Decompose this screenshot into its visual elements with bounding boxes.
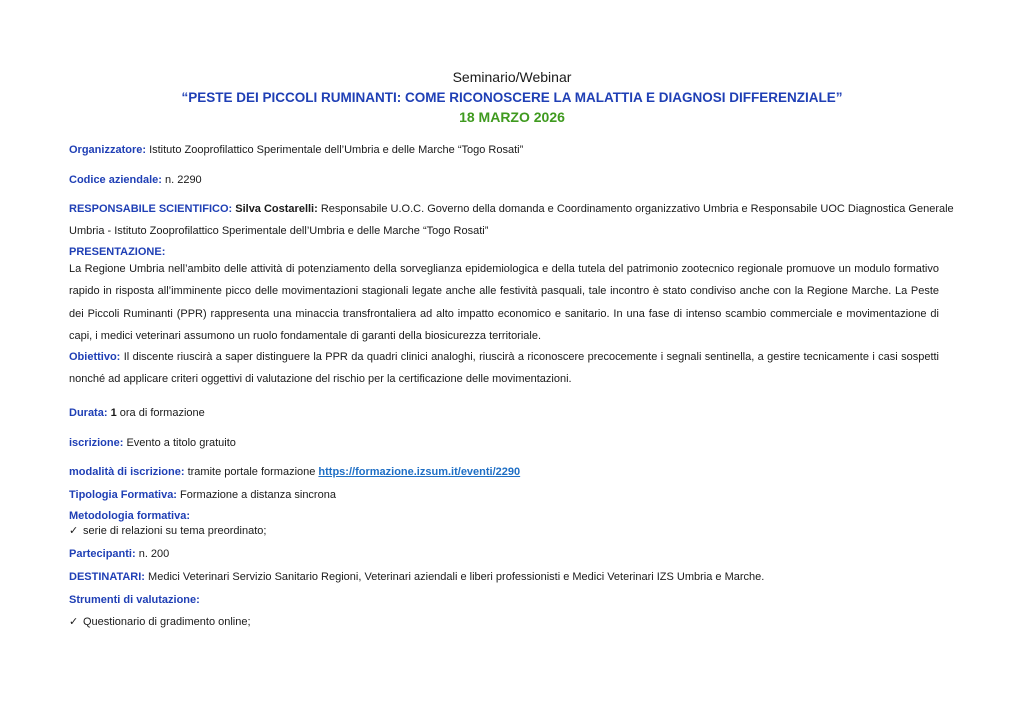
organizer-row xyxy=(69,139,939,161)
duration-row xyxy=(69,402,939,424)
methodology-item-text: serie di relazioni su tema preordinato; xyxy=(83,525,267,537)
duration-label: Durata: xyxy=(69,407,108,419)
company-code-row xyxy=(69,169,939,191)
registration-row xyxy=(69,432,939,454)
organizer-label: Organizzatore: xyxy=(69,144,147,156)
objective-block xyxy=(69,346,939,391)
participants-value: n. 200 xyxy=(135,548,170,560)
duration-number: 1 xyxy=(107,407,117,419)
recipients-label: DESTINATARI: xyxy=(69,571,145,583)
registration-link[interactable]: https://formazione.izsum.it/eventi/2290 xyxy=(318,466,521,478)
participants-row xyxy=(69,543,939,565)
scientific-lead-role-line2: Umbria - Istituto Zooprofilattico Sperimentale dell’Umbria e delle Marche “Togo Rosati” xyxy=(69,225,489,238)
presentation-text: La Regione Umbria nell’ambito delle attività di potenziamento della sorveglianza epidemiologica e della tutela del patrimonio zootecnico regionale promuove un modulo formativo rapido in risposta all’imminente picco delle movimentazioni stagionali legate anche alle festività pasquali, tale incontro è stato condiviso anche con la Regione Marche. La Peste dei Piccoli Ruminanti (PPR) rappresenta una minaccia transfrontaliera ad alto impatto economico e sanitario. In una fase di intenso scambio commerciale e movimentazione di capi, i medici veterinari assumono un ruolo fondamentale di garanti della biosicurezza territoriale. xyxy=(69,263,939,342)
check-icon: ✓ xyxy=(69,616,79,628)
registration-method-value: tramite portale formazione xyxy=(184,466,319,478)
check-icon: ✓ xyxy=(69,525,79,537)
duration-value: ora di formazione xyxy=(116,407,205,419)
objective-label: Obiettivo: xyxy=(69,351,121,363)
recipients-value: Medici Veterinari Servizio Sanitario Regioni, Veterinari aziendali e liberi professionisti e Medici Veterinari IZS Umbria e Marche. xyxy=(144,571,765,583)
scientific-lead-name: Silva Costarelli: xyxy=(232,203,318,215)
methodology-label: Metodologia formativa: xyxy=(69,510,191,522)
participants-label: Partecipanti: xyxy=(69,548,136,560)
training-type-label: Tipologia Formativa: xyxy=(69,489,177,501)
presentation-label: PRESENTAZIONE: xyxy=(69,246,166,258)
training-type-row xyxy=(69,484,939,506)
company-code-label: Codice aziendale: xyxy=(69,174,162,186)
event-date: 18 MARZO 2026 xyxy=(459,109,565,125)
scientific-lead-block xyxy=(69,198,954,243)
organizer-value: Istituto Zooprofilattico Sperimentale dell’Umbria e delle Marche “Togo Rosati” xyxy=(146,144,524,156)
objective-text: Il discente riuscirà a saper distinguere la PPR da quadri clinici analoghi, riuscirà a riconoscere precocemente i segnali sentinella, a gestire tecnicamente i casi sospetti nonché ad applicare criteri oggettivi di valutazione del rischio per la certificazione delle movimentazioni. xyxy=(69,351,939,386)
registration-method-row xyxy=(69,461,939,483)
evaluation-item-text: Questionario di gradimento online; xyxy=(83,616,251,628)
training-type-value: Formazione a distanza sincrona xyxy=(176,489,336,501)
event-title: “PESTE DEI PICCOLI RUMINANTI: COME RICONOSCERE LA MALATTIA E DIAGNOSI DIFFERENZIALE” xyxy=(181,90,843,105)
company-code-value: n. 2290 xyxy=(161,174,202,186)
evaluation-heading xyxy=(69,589,939,611)
methodology-item xyxy=(69,522,939,540)
evaluation-item xyxy=(69,611,939,633)
event-type: Seminario/Webinar xyxy=(452,69,572,85)
registration-method-label: modalità di iscrizione: xyxy=(69,466,185,478)
registration-value: Evento a titolo gratuito xyxy=(123,437,236,449)
scientific-lead-label: RESPONSABILE SCIENTIFICO: xyxy=(69,203,233,215)
recipients-row xyxy=(69,566,939,588)
scientific-lead-role-line1: Responsabile U.O.C. Governo della domanda e Coordinamento organizzativo Umbria e Responsabile UOC Diagnostica Generale xyxy=(317,203,954,215)
evaluation-label: Strumenti di valutazione: xyxy=(69,594,200,606)
registration-label: iscrizione: xyxy=(69,437,124,449)
